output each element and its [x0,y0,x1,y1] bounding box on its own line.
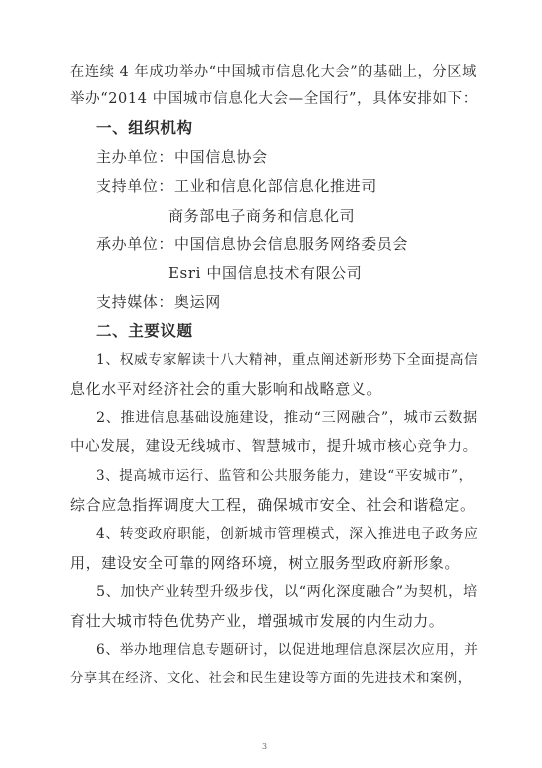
section-heading-organization: 一、组织机构 [96,118,193,137]
topic-5-line-1: 5、加快产业转型升级步伐，以“两化深度融合”为契机，培 [96,584,478,600]
host-unit: 主办单位：中国信息协会 [96,148,268,166]
topic-2-line-2: 中心发展，建设无线城市、智慧城市，提升城市核心竞争力。 [70,439,478,455]
media-support: 支持媒体：奥运网 [96,293,221,311]
intro-line-2: 举办“2014 中国城市信息化大会—全国行”，具体安排如下： [70,91,478,107]
support-unit-2: 商务部电子商务和信息化司 [168,207,356,225]
topic-5-line-2: 育壮大城市特色优势产业，增强城市发展的内生动力。 [70,612,445,630]
page-number: 3 [262,742,268,751]
topic-6-line-1: 6、举办地理信息专题研讨，以促进地理信息深层次应用，并 [96,642,479,658]
section-heading-topics: 二、主要议题 [96,321,193,340]
intro-line-1: 在连续 4 年成功举办“中国城市信息化大会”的基础上，分区域 [70,64,477,80]
topic-2-line-1: 2、推进信息基础设施建设，推动“三网融合”，城市云数据 [96,410,478,426]
topic-3-line-2: 综合应急指挥调度大工程，确保城市安全、社会和谐稳定。 [70,496,476,514]
support-unit-1: 支持单位：工业和信息化部信息化推进司 [96,177,377,195]
topic-4-line-2: 用，建设安全可靠的网络环境，树立服务型政府新形象。 [70,554,461,572]
topic-6-line-2: 分享其在经济、文化、社会和民生建设等方面的先进技术和案例， [70,671,472,686]
topic-1-line-2: 息化水平对经济社会的重大影响和战略意义。 [70,380,383,398]
organizer-unit-1: 承办单位：中国信息协会信息服务网络委员会 [96,235,409,253]
topic-3-line-1: 3、提高城市运行、监管和公共服务能力，建设“平安城市”， [96,468,473,484]
topic-4-line-1: 4、转变政府职能，创新城市管理模式，深入推进电子政务应 [96,526,479,542]
topic-1-line-1: 1、权威专家解读十八大精神，重点阐述新形势下全面提高信 [96,352,479,368]
organizer-unit-2: Esri 中国信息技术有限公司 [168,264,363,282]
